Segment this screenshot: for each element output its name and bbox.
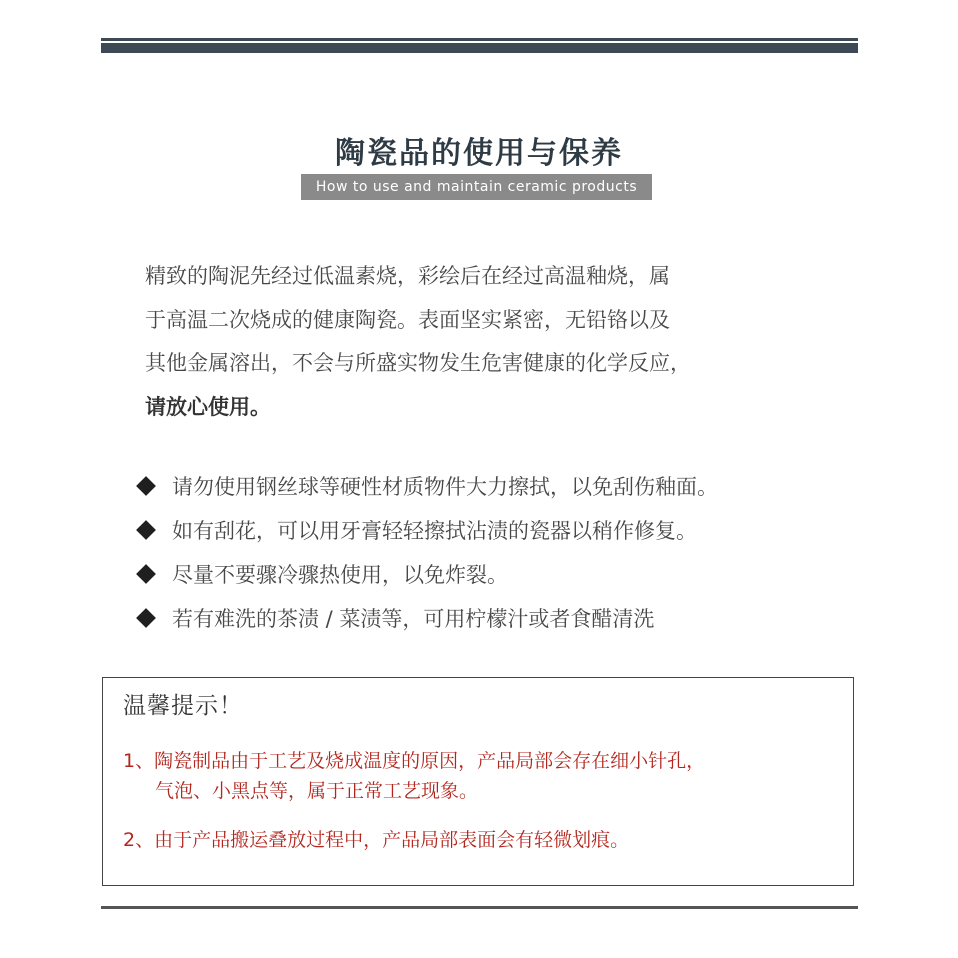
- tip-item-1: 1、陶瓷制品由于工艺及烧成温度的原因，产品局部会存在细小针孔，: [123, 750, 706, 772]
- page-subtitle: How to use and maintain ceramic products: [301, 174, 652, 200]
- diamond-bullet-icon: [136, 608, 156, 628]
- intro-paragraph: [145, 255, 825, 429]
- intro-line: 精致的陶泥先经过低温素烧，彩绘后在经过高温釉烧，属: [145, 264, 670, 288]
- intro-line: 于高温二次烧成的健康陶瓷。表面坚实紧密，无铅铬以及: [145, 307, 670, 332]
- tip-item-2: 2、由于产品搬运叠放过程中，产品局部表面会有轻微划痕。: [123, 829, 630, 851]
- list-item: [134, 509, 854, 553]
- list-item: [134, 597, 854, 641]
- list-item-text: 尽量不要骤冷骤热使用，以免炸裂。: [172, 563, 508, 587]
- list-item: [134, 553, 854, 597]
- list-item-text: 请勿使用钢丝球等硬性材质物件大力擦拭，以免刮伤釉面。: [172, 475, 718, 499]
- diamond-bullet-icon: [136, 564, 156, 584]
- diamond-bullet-icon: [136, 520, 156, 540]
- list-item: [134, 465, 854, 509]
- care-instructions-list: [134, 465, 854, 641]
- top-divider-thin: [101, 38, 858, 41]
- list-item-text: 若有难洗的茶渍 / 菜渍等，可用柠檬汁或者食醋清洗: [172, 607, 655, 631]
- intro-emphasis: 请放心使用。: [145, 394, 271, 419]
- top-divider-thick: [101, 43, 858, 53]
- intro-line: 其他金属溶出，不会与所盛实物发生危害健康的化学反应，: [145, 351, 691, 375]
- tips-title: 温馨提示！: [123, 693, 243, 719]
- tips-box: [102, 677, 854, 886]
- page-title: 陶瓷品的使用与保养: [335, 136, 623, 171]
- list-item-text: 如有刮花，可以用牙膏轻轻擦拭沾渍的瓷器以稍作修复。: [172, 519, 697, 543]
- bottom-divider: [101, 906, 858, 909]
- diamond-bullet-icon: [136, 476, 156, 496]
- tip-item-1-continued: 气泡、小黑点等，属于正常工艺现象。: [155, 780, 479, 802]
